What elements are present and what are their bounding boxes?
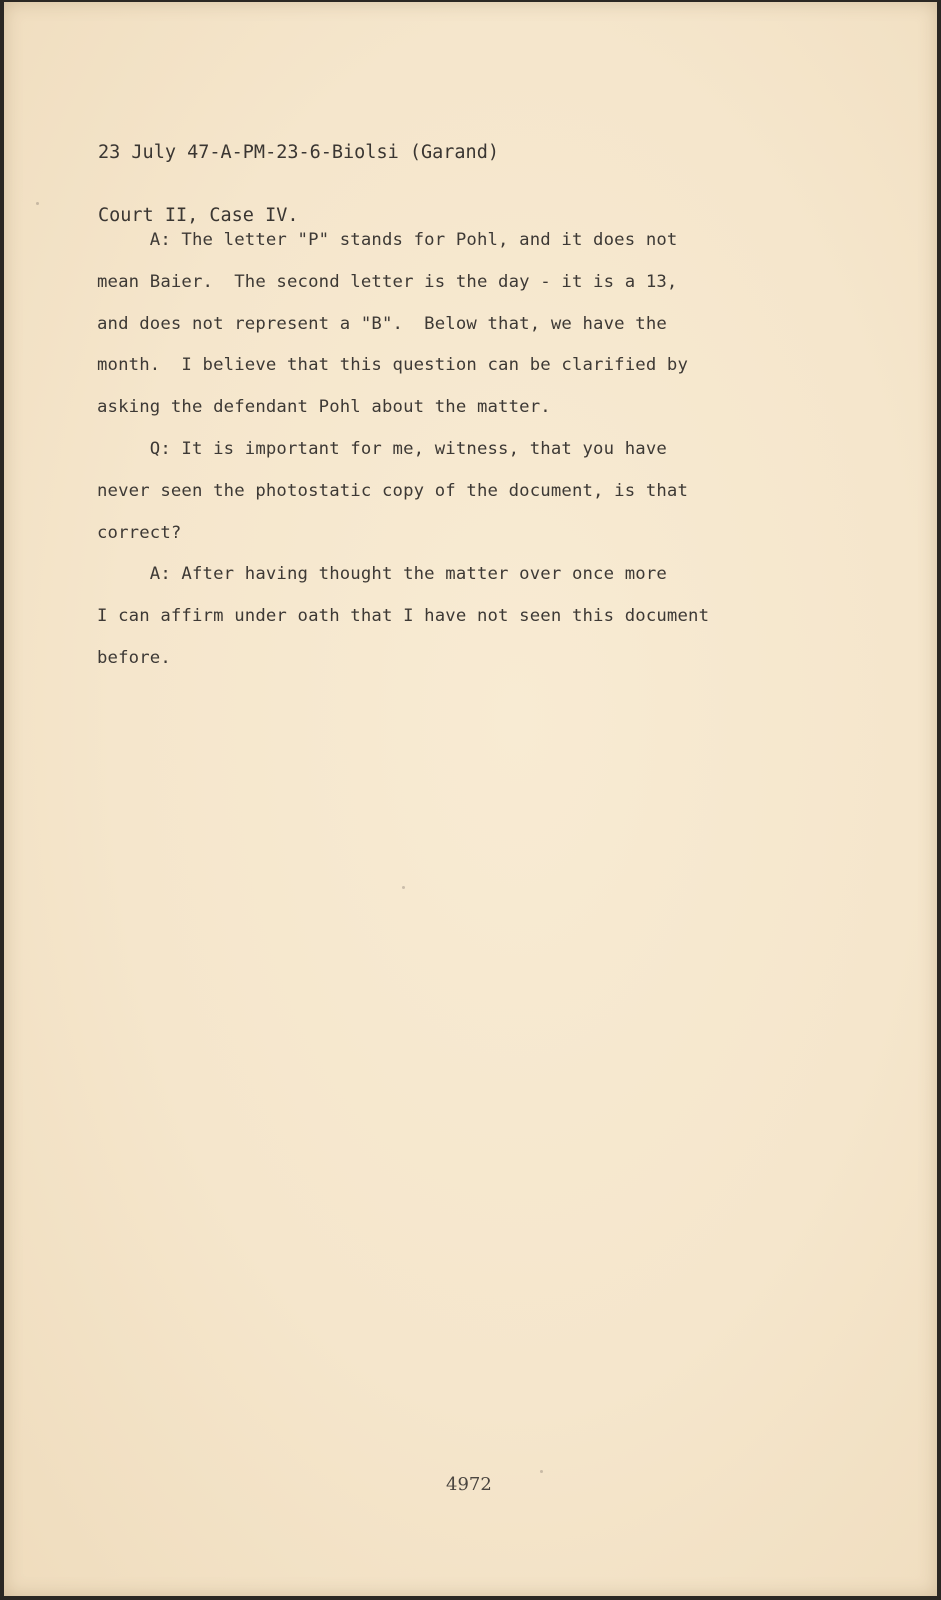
page-number: 4972 — [446, 1474, 492, 1495]
testimony-body — [97, 220, 797, 680]
body-line: month. I believe that this question can be clarified by — [97, 355, 689, 376]
body-line: and does not represent a "B". Below that, we have the — [97, 313, 667, 334]
body-line: correct? — [97, 522, 182, 543]
header-line-2: Court II, Case IV. — [98, 205, 299, 226]
body-line: never seen the photostatic copy of the document, is that — [97, 480, 689, 501]
paper-speck — [540, 1470, 543, 1473]
body-line: I can affirm under oath that I have not seen this document — [97, 606, 710, 627]
body-line: mean Baier. The second letter is the day - it is a 13, — [97, 271, 678, 292]
document-page — [4, 2, 937, 1596]
paper-speck — [36, 202, 39, 205]
header-line-1: 23 July 47-A-PM-23-6-Biolsi (Garand) — [98, 142, 499, 163]
body-line: Q: It is important for me, witness, that you have — [97, 438, 667, 459]
body-line: before. — [97, 647, 171, 668]
body-line: A: The letter "P" stands for Pohl, and it does not — [97, 230, 678, 250]
paper-speck — [402, 886, 405, 889]
body-line: A: After having thought the matter over once more — [97, 564, 667, 585]
body-line: asking the defendant Pohl about the matter. — [97, 397, 551, 418]
